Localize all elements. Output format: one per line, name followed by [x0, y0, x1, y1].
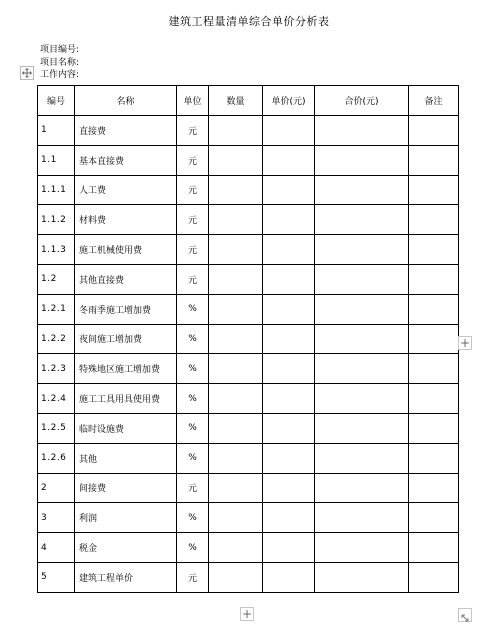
row-quantity-cell[interactable] — [209, 443, 263, 473]
table-row — [38, 175, 459, 205]
row-unit-price-cell[interactable] — [263, 473, 315, 503]
row-code-cell: 1.2.3 — [38, 354, 75, 384]
table-header-row — [38, 86, 459, 116]
row-unit-cell: 元 — [177, 175, 209, 205]
row-name-cell: 基本直接费 — [75, 145, 177, 175]
header-name: 名称 — [75, 86, 177, 116]
row-name-cell: 材料费 — [75, 205, 177, 235]
row-quantity-cell[interactable] — [209, 413, 263, 443]
row-remark-cell[interactable] — [409, 443, 459, 473]
table-row — [38, 384, 459, 414]
row-quantity-cell[interactable] — [209, 294, 263, 324]
row-unit-cell: 元 — [177, 264, 209, 294]
add-row-button[interactable]: + — [241, 607, 253, 621]
row-total-price-cell[interactable] — [315, 235, 409, 265]
row-unit-cell: % — [177, 294, 209, 324]
header-unit-price: 单价(元) — [263, 86, 315, 116]
row-quantity-cell[interactable] — [209, 384, 263, 414]
row-quantity-cell[interactable] — [209, 235, 263, 265]
row-unit-price-cell[interactable] — [263, 205, 315, 235]
row-name-cell: 夜间施工增加费 — [75, 324, 177, 354]
row-unit-cell: % — [177, 443, 209, 473]
table-row — [38, 413, 459, 443]
row-total-price-cell[interactable] — [315, 354, 409, 384]
row-unit-cell: 元 — [177, 235, 209, 265]
row-quantity-cell[interactable] — [209, 533, 263, 563]
table-row — [38, 503, 459, 533]
row-remark-cell[interactable] — [409, 294, 459, 324]
table-row — [38, 294, 459, 324]
row-total-price-cell[interactable] — [315, 562, 409, 592]
row-unit-price-cell[interactable] — [263, 562, 315, 592]
table-row — [38, 473, 459, 503]
table-row — [38, 205, 459, 235]
header-code: 编号 — [38, 86, 75, 116]
row-name-cell: 利润 — [75, 503, 177, 533]
row-quantity-cell[interactable] — [209, 175, 263, 205]
table-row — [38, 443, 459, 473]
row-remark-cell[interactable] — [409, 145, 459, 175]
row-remark-cell[interactable] — [409, 384, 459, 414]
row-remark-cell[interactable] — [409, 205, 459, 235]
row-remark-cell[interactable] — [409, 235, 459, 265]
header-total-price: 合价(元) — [315, 86, 409, 116]
row-remark-cell[interactable] — [409, 175, 459, 205]
row-name-cell: 冬雨季施工增加费 — [75, 294, 177, 324]
row-unit-price-cell[interactable] — [263, 384, 315, 414]
row-remark-cell[interactable] — [409, 354, 459, 384]
row-code-cell: 1.2 — [38, 264, 75, 294]
row-code-cell: 1.2.5 — [38, 413, 75, 443]
row-unit-price-cell[interactable] — [263, 413, 315, 443]
row-unit-price-cell[interactable] — [263, 294, 315, 324]
project-code-label: 项目编号: — [40, 45, 80, 55]
row-name-cell: 税金 — [75, 533, 177, 563]
row-unit-price-cell[interactable] — [263, 324, 315, 354]
row-code-cell: 1.1.3 — [38, 235, 75, 265]
row-unit-price-cell[interactable] — [263, 533, 315, 563]
row-total-price-cell[interactable] — [315, 294, 409, 324]
row-code-cell: 3 — [38, 503, 75, 533]
row-unit-price-cell[interactable] — [263, 264, 315, 294]
row-unit-cell: 元 — [177, 562, 209, 592]
table-row — [38, 562, 459, 592]
table-row — [38, 145, 459, 175]
row-remark-cell[interactable] — [409, 413, 459, 443]
row-total-price-cell[interactable] — [315, 443, 409, 473]
header-remark: 备注 — [409, 86, 459, 116]
row-code-cell: 1.2.6 — [38, 443, 75, 473]
row-name-cell: 施工机械使用费 — [75, 235, 177, 265]
row-quantity-cell[interactable] — [209, 205, 263, 235]
document-title: 建筑工程量清单综合单价分析表 — [168, 15, 330, 28]
table-row — [38, 354, 459, 384]
table-row — [38, 533, 459, 563]
resize-diagonal-icon — [459, 612, 471, 624]
table-row — [38, 116, 459, 146]
table-row — [38, 324, 459, 354]
row-unit-price-cell[interactable] — [263, 354, 315, 384]
row-total-price-cell[interactable] — [315, 503, 409, 533]
row-quantity-cell[interactable] — [209, 324, 263, 354]
row-quantity-cell[interactable] — [209, 264, 263, 294]
row-total-price-cell[interactable] — [315, 145, 409, 175]
row-total-price-cell[interactable] — [315, 116, 409, 146]
table-move-handle[interactable] — [20, 66, 34, 80]
row-remark-cell[interactable] — [409, 473, 459, 503]
row-quantity-cell[interactable] — [209, 354, 263, 384]
row-code-cell: 1.2.2 — [38, 324, 75, 354]
row-code-cell: 4 — [38, 533, 75, 563]
row-code-cell: 1 — [38, 116, 75, 146]
row-unit-cell: 元 — [177, 145, 209, 175]
row-name-cell: 其他 — [75, 443, 177, 473]
row-name-cell: 其他直接费 — [75, 264, 177, 294]
row-code-cell: 2 — [38, 473, 75, 503]
row-quantity-cell[interactable] — [209, 473, 263, 503]
cost-analysis-table — [37, 85, 459, 593]
row-name-cell: 人工费 — [75, 175, 177, 205]
row-unit-price-cell[interactable] — [263, 443, 315, 473]
row-code-cell: 5 — [38, 562, 75, 592]
row-name-cell: 施工工具用具使用费 — [75, 384, 177, 414]
row-unit-cell: % — [177, 503, 209, 533]
row-quantity-cell[interactable] — [209, 116, 263, 146]
add-column-button[interactable]: + — [459, 336, 471, 350]
row-name-cell: 特殊地区施工增加费 — [75, 354, 177, 384]
row-unit-cell: % — [177, 533, 209, 563]
row-unit-cell: 元 — [177, 205, 209, 235]
row-unit-price-cell[interactable] — [263, 175, 315, 205]
row-remark-cell[interactable] — [409, 533, 459, 563]
row-code-cell: 1.2.1 — [38, 294, 75, 324]
row-total-price-cell[interactable] — [315, 175, 409, 205]
row-total-price-cell[interactable] — [315, 384, 409, 414]
row-unit-cell: % — [177, 324, 209, 354]
row-unit-cell: % — [177, 413, 209, 443]
row-quantity-cell[interactable] — [209, 145, 263, 175]
row-name-cell: 临时设施费 — [75, 413, 177, 443]
project-name-label: 项目名称: — [40, 58, 80, 68]
row-total-price-cell[interactable] — [315, 473, 409, 503]
work-content-label: 工作内容: — [40, 70, 80, 80]
row-remark-cell[interactable] — [409, 324, 459, 354]
row-code-cell: 1.1 — [38, 145, 75, 175]
row-unit-cell: 元 — [177, 116, 209, 146]
row-total-price-cell[interactable] — [315, 324, 409, 354]
table-row — [38, 235, 459, 265]
row-remark-cell[interactable] — [409, 116, 459, 146]
row-name-cell: 建筑工程单价 — [75, 562, 177, 592]
row-total-price-cell[interactable] — [315, 205, 409, 235]
move-arrows-icon — [22, 68, 32, 78]
row-unit-price-cell[interactable] — [263, 503, 315, 533]
row-name-cell: 间接费 — [75, 473, 177, 503]
table-resize-handle[interactable] — [458, 608, 472, 622]
row-code-cell: 1.1.1 — [38, 175, 75, 205]
row-total-price-cell[interactable] — [315, 413, 409, 443]
row-remark-cell[interactable] — [409, 503, 459, 533]
row-unit-cell: 元 — [177, 473, 209, 503]
row-quantity-cell[interactable] — [209, 562, 263, 592]
row-unit-price-cell[interactable] — [263, 116, 315, 146]
header-quantity: 数量 — [209, 86, 263, 116]
row-remark-cell[interactable] — [409, 264, 459, 294]
header-unit: 单位 — [177, 86, 209, 116]
row-unit-cell: % — [177, 384, 209, 414]
row-code-cell: 1.1.2 — [38, 205, 75, 235]
row-total-price-cell[interactable] — [315, 533, 409, 563]
row-unit-price-cell[interactable] — [263, 235, 315, 265]
row-remark-cell[interactable] — [409, 562, 459, 592]
row-quantity-cell[interactable] — [209, 503, 263, 533]
table-row — [38, 264, 459, 294]
row-total-price-cell[interactable] — [315, 264, 409, 294]
row-unit-cell: % — [177, 354, 209, 384]
row-name-cell: 直接费 — [75, 116, 177, 146]
row-unit-price-cell[interactable] — [263, 145, 315, 175]
row-code-cell: 1.2.4 — [38, 384, 75, 414]
